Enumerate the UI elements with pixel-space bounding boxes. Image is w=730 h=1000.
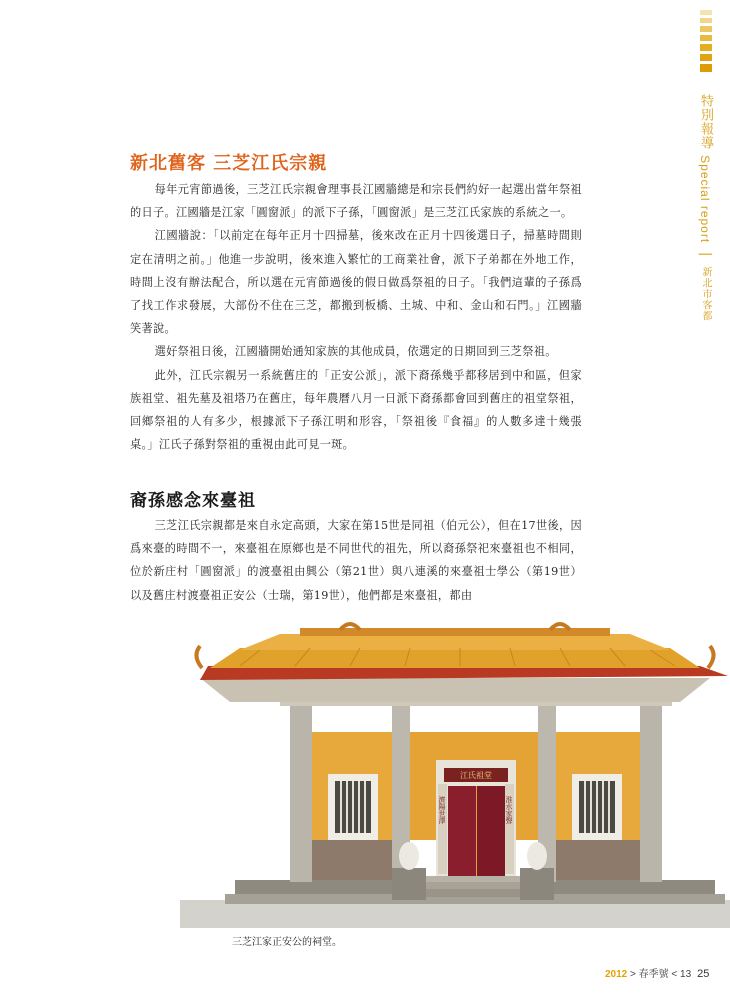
footer-year: 2012 (605, 969, 628, 980)
section2-body (130, 514, 582, 607)
paragraph: 江國牆說：「以前定在每年正月十四掃墓，後來改在正月十四後選日子，掃墓時間則定在清明之前。」他進一步說明，後來進入繁忙的工商業社會，派下子弟都在外地工作，時間上沒有辦法配合，所以選在元宵節過後的假日做爲祭祖的日子。「我們這輩的子孫爲了找工作求發展，大部份不住在三芝，都搬到板橋、土城、中和、金山和石門。」江國牆笑著說。 (130, 229, 582, 336)
sidebar-subtitle: 新北市客都 (700, 266, 711, 322)
footer-issue: > 春季號 < 13 (627, 969, 692, 980)
paragraph: 選好祭祖日後，江國牆開始通知家族的其他成員，依選定的日期回到三芝祭祖。 (154, 345, 557, 359)
paragraph: 每年元宵節過後，三芝江氏宗親會理事長江國牆總是和宗長們約好一起選出當年祭祖的日子。江國牆是江家「圓窗派」的派下子孫，「圓窗派」是三芝江氏家族的系統之一。 (130, 183, 582, 220)
paragraph: 三芝江氏宗親都是來自永定高頭，大家在第15世是同祖（伯元公），但在17世後，因爲來臺的時間不一，來臺祖在原鄉也是不同世代的祖先，所以裔孫祭祀來臺祖也不相同，位於新庄村「圓窗派」的渡臺祖由興公（第21世）與八連溪的來臺祖士學公（第19世）以及舊庄村渡臺祖正安公（士瑞，第19世），他們都是來臺祖，都由 (130, 519, 582, 602)
ancestral-hall-photo (180, 618, 730, 928)
plaque-text: 江氏祖堂 (460, 771, 492, 780)
page-footer (605, 965, 709, 980)
sidebar-title-en: Special report (698, 155, 712, 244)
section1-heading: 新北舊客 三芝江氏宗親 (130, 153, 328, 174)
couplet-left: 濟陽世澤 (438, 796, 446, 824)
couplet-right: 淮水家聲 (505, 796, 513, 824)
sidebar-separator: | (698, 252, 713, 258)
section2-heading: 裔孫感念來臺祖 (130, 491, 256, 511)
section-sidebar-title (697, 94, 715, 322)
paragraph: 此外，江氏宗親另一系統舊庄的「正安公派」，派下裔孫幾乎都移居到中和區，但家族祖堂、祖先墓及祖塔乃在舊庄，每年農曆八月一日派下裔孫都會回到舊庄的祖堂祭祖，回鄉祭祖的人有多少，根據派下子孫江明和形容，「祭祖後『食福』的人數多達十幾張桌。」江氏子孫對祭祖的重視由此可見一斑。 (130, 368, 582, 452)
section1-body (130, 178, 582, 456)
page-number: 25 (697, 968, 710, 980)
photo-caption: 三芝江家正安公的祠堂。 (232, 937, 342, 948)
decorative-bars (700, 10, 712, 75)
sidebar-title-zh: 特別報導 (698, 94, 713, 150)
